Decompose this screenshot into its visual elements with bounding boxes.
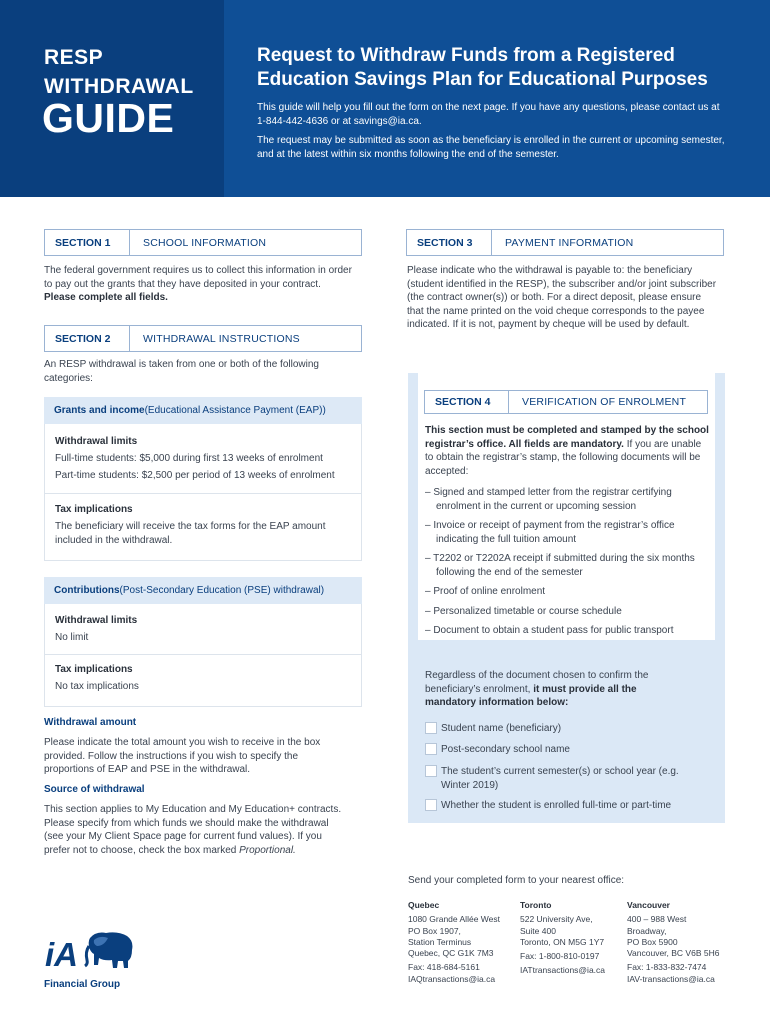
logo-text: Financial Group (44, 979, 121, 990)
section-4-title: VERIFICATION OF ENROLMENT (522, 396, 687, 408)
section-4-intro (425, 424, 710, 478)
section-1-title: SCHOOL INFORMATION (143, 236, 267, 249)
grants-title: Grants and income (54, 405, 145, 416)
section-1-header (44, 229, 362, 256)
office-email[interactable]: IAV-transactions@ia.ca (627, 973, 715, 984)
checklist-label: Post-secondary school name (441, 744, 570, 755)
doc-item: – Signed and stamped letter from the registrar certifying enrolment in the current or upcoming session (425, 487, 672, 512)
contributions-card (44, 604, 362, 707)
section-2-header (44, 325, 362, 352)
title-line-2: Education Savings Plan for Educational Purposes (257, 69, 708, 90)
office-address-line: PO Box 5900 (627, 936, 678, 947)
grants-tax-text: The beneficiary will receive the tax forms for the EAP amount included in the withdrawal. (55, 521, 326, 546)
grants-limit-fulltime: Full-time students: $5,000 during first 13 weeks of enrolment (55, 453, 323, 464)
checklist-label: Student name (beneficiary) (441, 723, 562, 734)
section-4-number: SECTION 4 (425, 391, 509, 413)
section-3-header (406, 229, 724, 256)
section-4-alternative: If you are unable to obtain the registrar’s stamp, the following documents will be accepted: (425, 438, 702, 477)
section-4-header (424, 390, 708, 414)
checkbox-icon (425, 743, 437, 755)
contributions-tax-label: Tax implications (55, 664, 133, 675)
contributions-limits-label: Withdrawal limits (55, 615, 138, 626)
intro-timing: The request may be submitted as soon as the beneficiary is enrolled in the current or upcoming semester, and at the latest within six months following the end of the semester. (257, 135, 725, 160)
checkbox-icon (425, 765, 437, 777)
office-fax: Fax: 1-833-832-7474 (627, 962, 707, 973)
office-fax: Fax: 418-684-5161 (408, 962, 480, 973)
contributions-tax-text: No tax implications (55, 681, 139, 692)
checklist-semester (425, 765, 690, 792)
office-address-line: Station Terminus (408, 936, 472, 947)
source-proportional: Proportional. (239, 844, 296, 856)
source-body: This section applies to My Education and My Education+ contracts. Please specify from which funds we should make the withdrawal (see your My Client Space page for current fund values). If you prefer not to choose, check the box marked (44, 804, 342, 856)
checklist-label: Whether the student is enrolled full-time or part-time (441, 800, 672, 811)
logo-mark: iA (45, 936, 78, 973)
office-address-line: PO Box 1907, (408, 925, 461, 936)
section-4-mandatory: This section must be completed and stamped by the school registrar’s office. All fields are mandatory. (425, 425, 709, 450)
office-quebec (408, 900, 516, 985)
office-address-line: 522 University Ave, (520, 914, 593, 925)
checkbox-icon (425, 799, 437, 811)
regardless-text (425, 669, 670, 710)
checklist-enrolment-status (425, 799, 710, 813)
office-address-line: Toronto, ON M5G 1Y7 (520, 936, 605, 947)
contributions-band (44, 577, 362, 604)
section-2-number: SECTION 2 (45, 326, 130, 351)
grants-divider (45, 493, 361, 494)
offices-intro: Send your completed form to your nearest office: (408, 875, 625, 886)
section-2-intro: An RESP withdrawal is taken from one or both of the following categories: (44, 359, 319, 384)
doc-item: – Personalized timetable or course schedule (425, 605, 622, 617)
office-address-line: Vancouver, BC V6B 5H6 (627, 948, 720, 959)
grants-tax-label: Tax implications (55, 504, 133, 515)
header-resp: RESP (44, 46, 104, 69)
section-1-text (44, 264, 354, 305)
regardless-emphasis: it must provide all the mandatory information below: (425, 683, 637, 708)
withdrawal-amount-heading: Withdrawal amount (44, 717, 137, 728)
section-3-text: Please indicate who the withdrawal is payable to: the beneficiary (student identified in the RESP), the subscriber and/or joint subscriber (the contract owner(s)) or both. For a direct deposit, please ensure that the name printed on the void cheque corresponds to the payee indicated. If it is not, payment by cheque will be used by default. (407, 265, 717, 330)
office-address-line: 400 – 988 West (627, 914, 687, 925)
office-name: Quebec (408, 900, 440, 910)
doc-item: – T2202 or T2202A receipt if submitted during the six months following the end of the semester (425, 553, 695, 578)
section-1-body: The federal government requires us to collect this information in order to pay out the grants that they have deposited in your contract. (44, 265, 352, 290)
header-withdrawal: WITHDRAWAL (44, 75, 194, 98)
section-3-number: SECTION 3 (407, 230, 492, 255)
section-2-title: WITHDRAWAL INSTRUCTIONS (143, 332, 300, 345)
grants-subtitle: (Educational Assistance Payment (EAP)) (144, 405, 326, 416)
grants-limits-label: Withdrawal limits (55, 436, 138, 447)
doc-item: – Proof of online enrolment (425, 586, 546, 597)
office-name: Vancouver (627, 900, 670, 910)
contributions-title: Contributions (54, 585, 120, 596)
office-address-line: Suite 400 (520, 925, 556, 936)
accepted-documents-list (425, 486, 710, 638)
grants-card (44, 424, 362, 561)
contributions-divider (45, 654, 361, 655)
office-address-line: Quebec, QC G1K 7M3 (408, 948, 494, 959)
withdrawal-amount-text: Please indicate the total amount you wish to receive in the box provided. Follow the instructions if you wish to specify the proportions of EAP and PSE in the withdrawal. (44, 737, 321, 775)
office-name: Toronto (520, 900, 552, 910)
office-fax: Fax: 1-800-810-0197 (520, 951, 600, 962)
section-1-number: SECTION 1 (45, 230, 130, 255)
section-3-title: PAYMENT INFORMATION (505, 236, 634, 249)
checkbox-icon (425, 722, 437, 734)
office-toronto (520, 900, 620, 977)
checklist-student-name (425, 722, 710, 736)
office-email[interactable]: IAQtransactions@ia.ca (408, 973, 496, 984)
grants-band (44, 397, 362, 424)
checklist-label: The student’s current semester(s) or school year (e.g. Winter 2019) (441, 766, 679, 791)
section-1-emphasis: Please complete all fields. (44, 292, 168, 303)
office-address-line: 1080 Grande Allée West (408, 914, 500, 925)
checklist-school-name (425, 743, 710, 757)
page-title (257, 44, 757, 92)
doc-item: – Document to obtain a student pass for public transport (425, 625, 674, 636)
contributions-subtitle: (Post-Secondary Education (PSE) withdrawal) (119, 585, 325, 596)
title-line-1: Request to Withdraw Funds from a Registered (257, 45, 675, 66)
doc-item: – Invoice or receipt of payment from the registrar’s office indicating the full tuition amount (425, 520, 675, 545)
office-vancouver (627, 900, 737, 985)
grants-limit-parttime: Part-time students: $2,500 per period of 13 weeks of enrolment (55, 469, 335, 481)
elephant-icon (44, 928, 136, 980)
header-guide: GUIDE (42, 95, 175, 141)
source-heading: Source of withdrawal (44, 784, 145, 795)
office-address-line: Broadway, (627, 925, 667, 936)
office-email[interactable]: IATtransactions@ia.ca (520, 965, 606, 976)
ia-logo (44, 928, 136, 990)
regardless-body: Regardless of the document chosen to confirm the beneficiary’s enrolment, (425, 670, 649, 695)
intro-contact: This guide will help you fill out the form on the next page. If you have any questions, please contact us at 1-844-442-4636 or at savings@ia.ca. (257, 102, 720, 127)
contributions-limits-text: No limit (55, 632, 89, 643)
source-text (44, 803, 349, 857)
